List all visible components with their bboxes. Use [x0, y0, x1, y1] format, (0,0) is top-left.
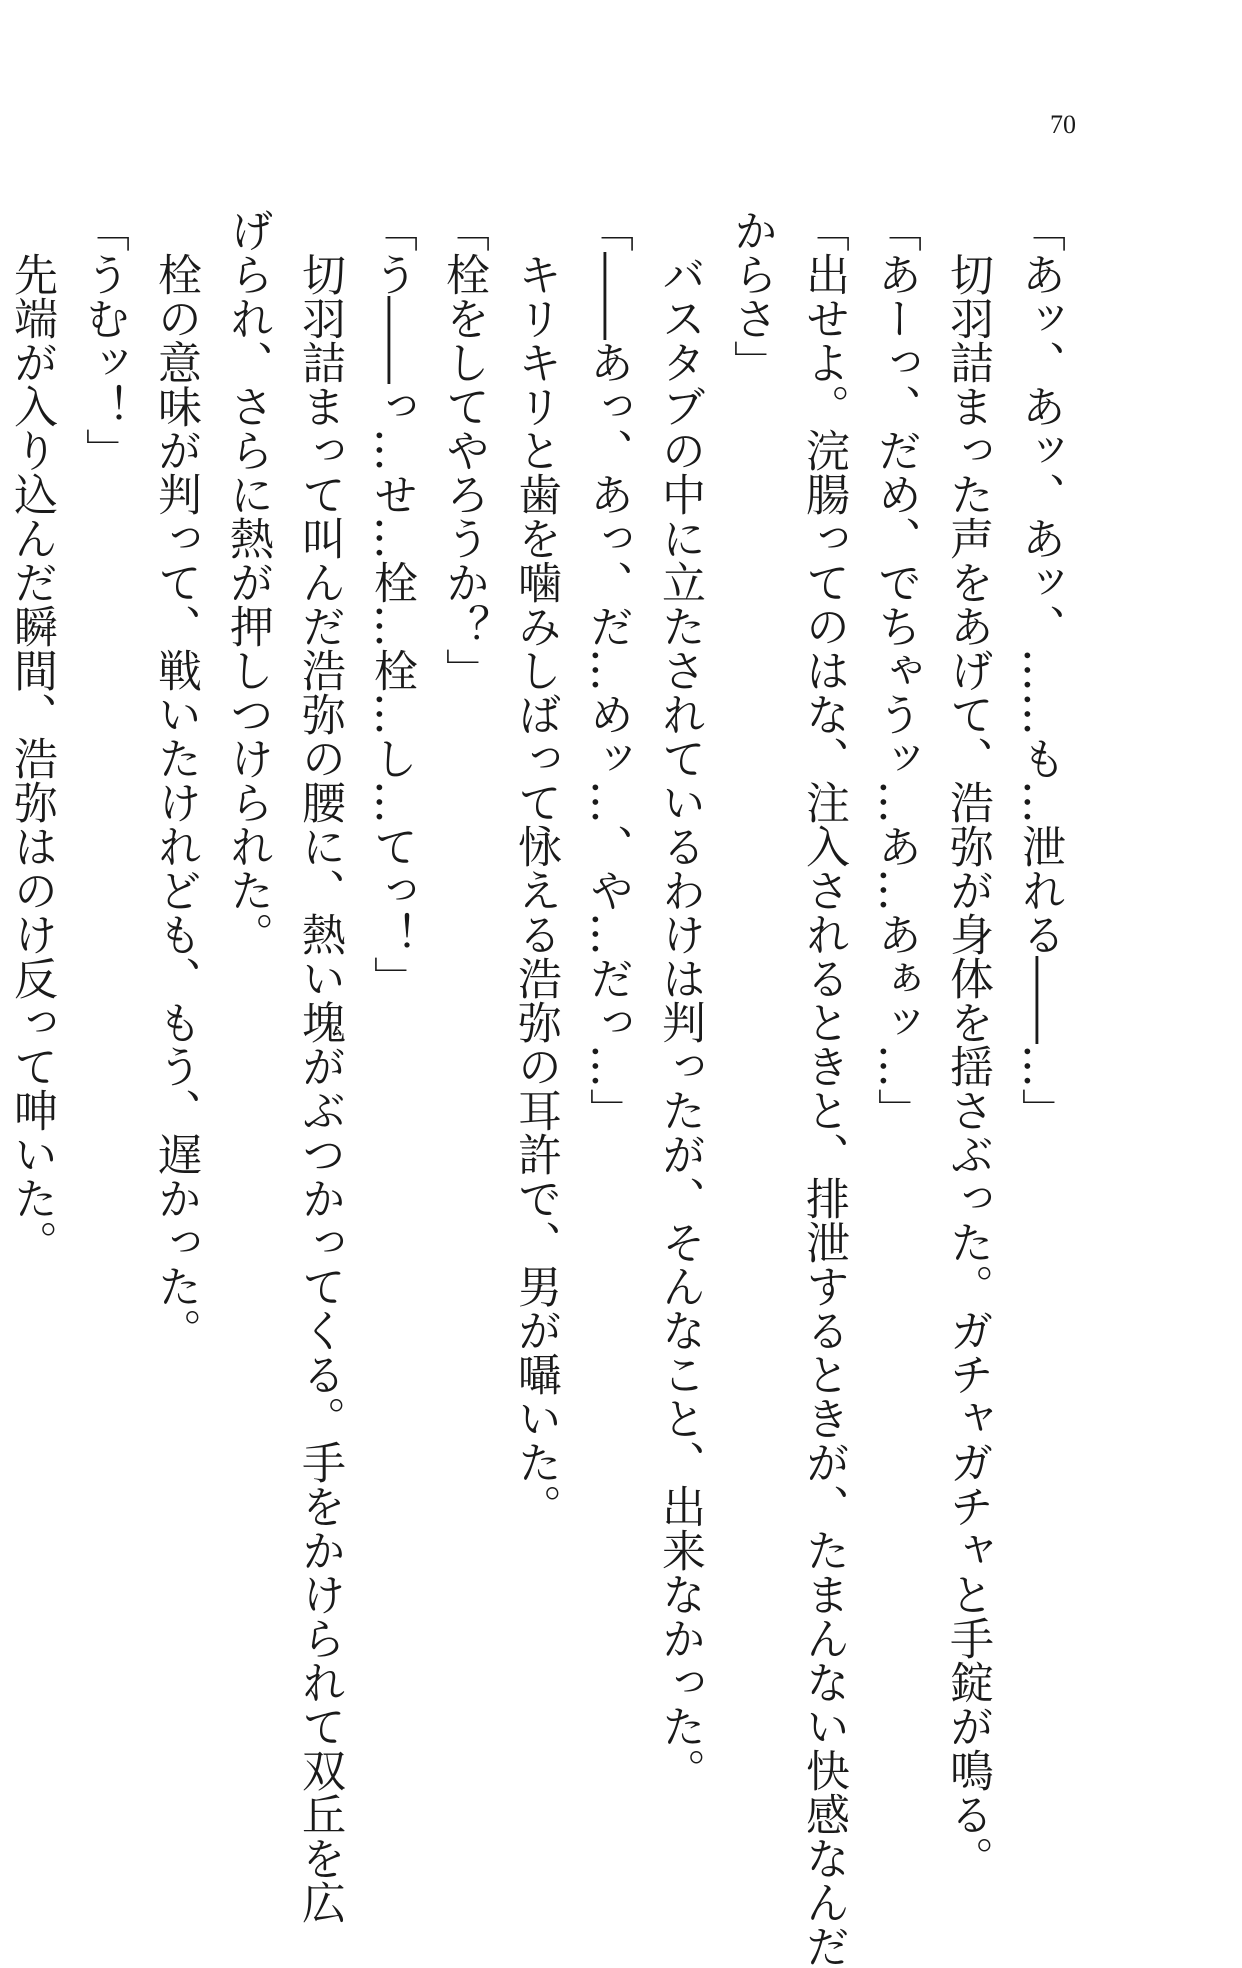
- text-line: キリキリと歯を噛みしばって怺える浩弥の耳許で、男が囁いた。: [510, 208, 561, 1528]
- text-line: 「う――っ…せ…栓…栓…し…てっ！」: [366, 208, 417, 1000]
- text-line: からさ」: [726, 208, 777, 384]
- text-line: 切羽詰まった声をあげて、浩弥が身体を揺さぶった。ガチャガチャと手錠が鳴る。: [942, 208, 993, 1880]
- page-number: 70: [1050, 110, 1076, 139]
- text-line: 「うむッ！」: [78, 208, 129, 472]
- text-line: 「あッ、あッ、あッ、……も…泄れる――…」: [1014, 208, 1065, 1132]
- text-line: バスタブの中に立たされているわけは判ったが、そんなこと、出来なかった。: [654, 208, 705, 1792]
- text-line: 先端が入り込んだ瞬間、浩弥はのけ反って呻いた。: [6, 208, 57, 1264]
- vertical-text-body: [0, 208, 1065, 1968]
- text-line: げられ、さらに熱が押しつけられた。: [222, 208, 273, 956]
- text-line: 「――あっ、あっ、だ…めッ…、や…だっ…」: [582, 208, 633, 1132]
- text-line: 「出せよ。浣腸ってのはな、注入されるときと、排泄するときが、たまんない快感なんだ: [798, 208, 849, 1968]
- text-line: 「栓をしてやろうか？」: [438, 208, 489, 692]
- text-line: 切羽詰まって叫んだ浩弥の腰に、熱い塊がぶつかってくる。手をかけられて双丘を広: [294, 208, 345, 1924]
- text-line: 栓の意味が判って、戦いたけれども、もう、遅かった。: [150, 208, 201, 1352]
- text-line: 「あーっ、だめ、でちゃうッ…あ…あぁッ…」: [870, 208, 921, 1132]
